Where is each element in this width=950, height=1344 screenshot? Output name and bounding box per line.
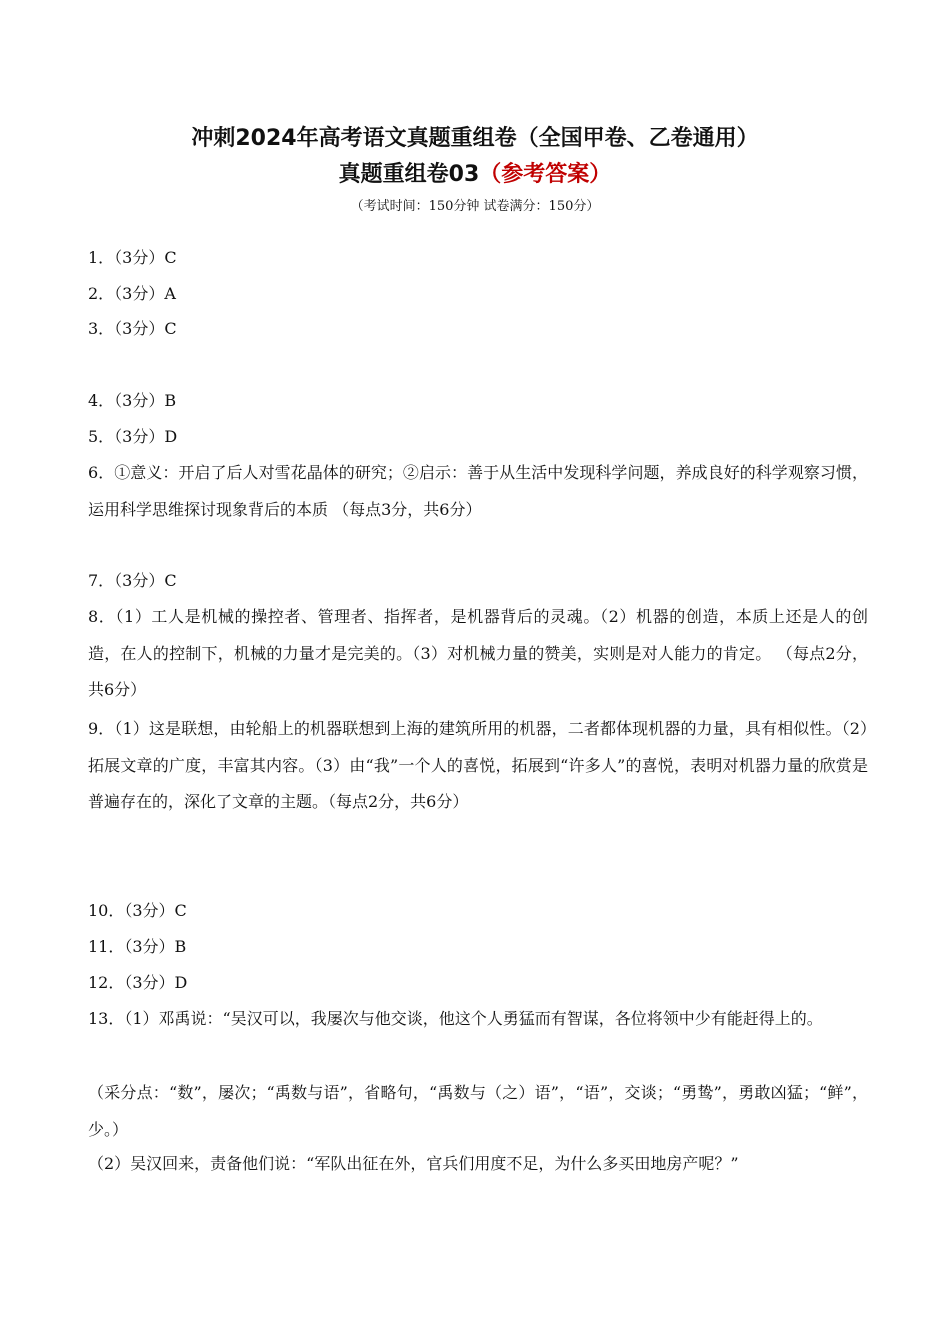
- answer-13-part-2: （2）吴汉回来，责备他们说：“军队出征在外，官兵们用度不足，为什么多买田地房产呢？”: [88, 1154, 739, 1173]
- subtitle-main: 真题重组卷03: [338, 162, 480, 187]
- answer-4: 4．（3分）B: [88, 391, 177, 410]
- answer-12: 12．（3分）D: [88, 973, 188, 992]
- document-title: 冲刺2024年高考语文真题重组卷（全国甲卷、乙卷通用）: [191, 126, 759, 151]
- document-subtitle: [0, 158, 950, 192]
- subtitle-highlight: （参考答案）: [479, 162, 612, 187]
- answer-9: 9．（1）这是联想，由轮船上的机器联想到上海的建筑所用的机器，二者都体现机器的力量，具有相似性。（2）拓展文章的广度，丰富其内容。（3）由“我”一个人的喜悦，拓展到“许多人”的喜悦，表明对机器力量的欣赏是普遍存在的，深化了文章的主题。（每点2分，共6分）: [88, 719, 868, 811]
- answer-13-scoring-note: （采分点：“数”，屡次；“禹数与语”，省略句，“禹数与（之）语”，“语”，交谈；“勇鸷”，勇敢凶猛；“鲜”，少。）: [88, 1083, 868, 1139]
- answer-10: 10．（3分）C: [88, 901, 187, 920]
- answer-1: 1．（3分）C: [88, 248, 177, 267]
- answer-11: 11．（3分）B: [88, 937, 187, 956]
- answer-5: 5．（3分）D: [88, 427, 178, 446]
- answer-6: 6．①意义：开启了后人对雪花晶体的研究；②启示：善于从生活中发现科学问题，养成良好的科学观察习惯，运用科学思维探讨现象背后的本质 （每点3分，共6分）: [88, 463, 868, 519]
- answer-7: 7．（3分）C: [88, 571, 177, 590]
- answer-8: 8．（1）工人是机械的操控者、管理者、指挥者，是机器背后的灵魂。（2）机器的创造，本质上还是人的创造，在人的控制下，机械的力量才是完美的。（3）对机械力量的赞美，实则是对人能力的肯定。 （每点2分，共6分）: [88, 607, 868, 699]
- answer-3: 3．（3分）C: [88, 319, 177, 338]
- answer-13-part-1: 13．（1）邓禹说：“吴汉可以，我屡次与他交谈，他这个人勇猛而有智谋，各位将领中少有能赶得上的。: [88, 1009, 823, 1028]
- exam-info: （考试时间：150分钟 试卷满分：150分）: [350, 199, 600, 214]
- answer-2: 2．（3分）A: [88, 284, 176, 303]
